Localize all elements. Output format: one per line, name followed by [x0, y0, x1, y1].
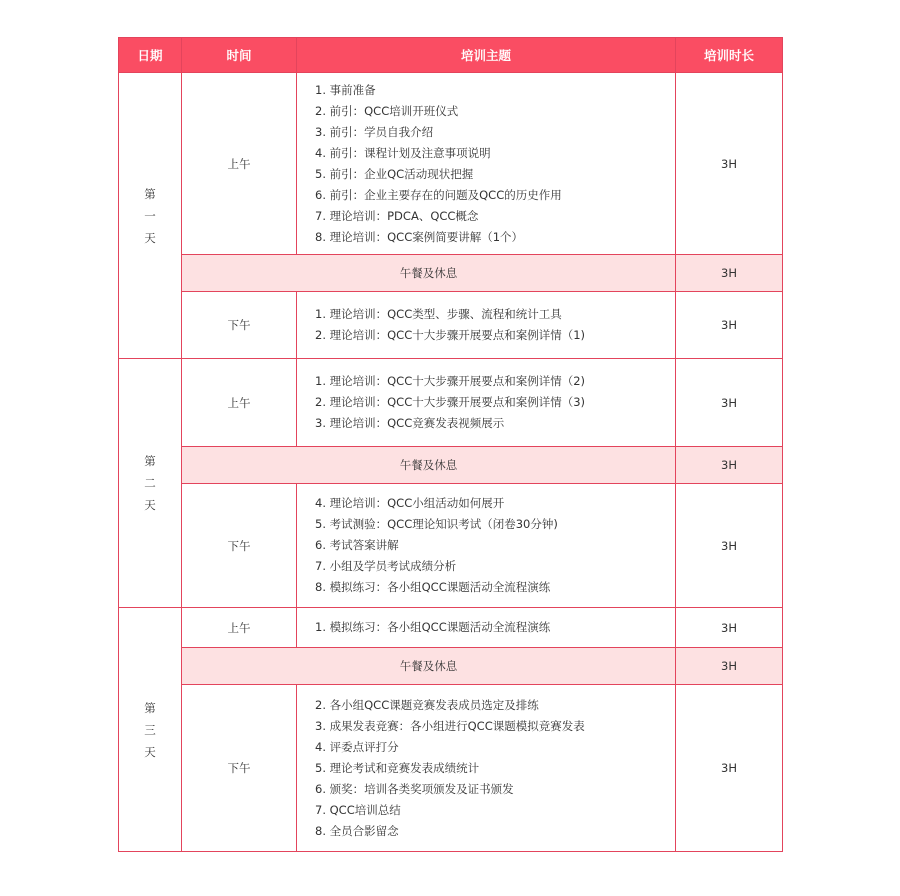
day2-afternoon-time: 下午 — [182, 484, 297, 608]
day3-break-row — [119, 648, 783, 685]
topic-item: 6. 考试答案讲解 — [315, 538, 399, 552]
header-topic: 培训主题 — [297, 38, 676, 73]
day2-morning-topics — [297, 359, 676, 447]
day3-label: 第三天 — [144, 700, 156, 759]
topic-item: 4. 前引：课程计划及注意事项说明 — [315, 145, 491, 160]
topic-item: 8. 模拟练习：各小组QCC课题活动全流程演练 — [315, 580, 551, 594]
day3-morning-topics — [297, 608, 676, 648]
day3-date-cell — [119, 608, 182, 852]
day2-afternoon-duration: 3H — [676, 484, 783, 608]
topic-item: 2. 前引：QCC培训开班仪式 — [315, 103, 459, 118]
day1-label: 第一天 — [144, 186, 156, 245]
topic-item: 8. 理论培训：QCC案例简要讲解（1个） — [315, 229, 524, 244]
day1-afternoon-topics — [297, 292, 676, 359]
day3-break-duration: 3H — [676, 648, 783, 685]
topic-item: 6. 前引：企业主要存在的问题及QCC的历史作用 — [315, 187, 562, 202]
topic-item: 4. 评委点评打分 — [315, 739, 399, 754]
header-time: 时间 — [182, 38, 297, 73]
day2-label: 第二天 — [144, 454, 156, 512]
day2-break-label: 午餐及休息 — [182, 447, 676, 484]
day1-morning-duration: 3H — [676, 73, 783, 255]
topic-item: 1. 模拟练习：各小组QCC课题活动全流程演练 — [315, 620, 551, 634]
topic-item: 8. 全员合影留念 — [315, 823, 399, 838]
topic-item: 2. 理论培训：QCC十大步骤开展要点和案例详情（1) — [315, 328, 586, 342]
day2-afternoon-topics — [297, 484, 676, 608]
day3-afternoon-time: 下午 — [182, 685, 297, 852]
topic-item: 3. 成果发表竞赛：各小组进行QCC课题模拟竞赛发表 — [315, 718, 585, 733]
day2-afternoon-row — [119, 484, 783, 608]
day1-morning-time: 上午 — [182, 73, 297, 255]
topic-item: 6. 颁奖：培训各类奖项颁发及证书颁发 — [315, 781, 514, 796]
topic-item: 2. 各小组QCC课题竞赛发表成员选定及排练 — [315, 697, 539, 712]
day2-break-duration: 3H — [676, 447, 783, 484]
day3-break-label: 午餐及休息 — [182, 648, 676, 685]
topic-item: 5. 理论考试和竞赛发表成绩统计 — [315, 760, 480, 775]
day1-break-row — [119, 255, 783, 292]
day2-break-row — [119, 447, 783, 484]
topic-item: 3. 前引：学员自我介绍 — [315, 124, 434, 139]
topic-item: 2. 理论培训：QCC十大步骤开展要点和案例详情（3) — [315, 395, 586, 409]
day3-afternoon-row — [119, 685, 783, 852]
training-schedule-table — [118, 37, 783, 852]
day1-morning-row — [119, 73, 783, 255]
topic-item: 1. 理论培训：QCC十大步骤开展要点和案例详情（2) — [315, 374, 586, 388]
topic-item: 5. 前引：企业QC活动现状把握 — [315, 166, 474, 181]
day1-break-label: 午餐及休息 — [182, 255, 676, 292]
topic-item: 1. 理论培训：QCC类型、步骤、流程和统计工具 — [315, 307, 562, 321]
day3-afternoon-topics — [297, 685, 676, 852]
day3-morning-time: 上午 — [182, 608, 297, 648]
topic-item: 7. QCC培训总结 — [315, 802, 401, 817]
topic-item: 7. 小组及学员考试成绩分析 — [315, 559, 457, 573]
topic-item: 4. 理论培训：QCC小组活动如何展开 — [315, 496, 505, 510]
day1-break-duration: 3H — [676, 255, 783, 292]
day1-afternoon-time: 下午 — [182, 292, 297, 359]
header-date: 日期 — [119, 38, 182, 73]
day2-date-cell — [119, 359, 182, 608]
header-duration: 培训时长 — [676, 38, 783, 73]
day2-morning-time: 上午 — [182, 359, 297, 447]
day3-afternoon-duration: 3H — [676, 685, 783, 852]
day3-morning-duration: 3H — [676, 608, 783, 648]
day1-morning-topics — [297, 73, 676, 255]
header-row — [119, 38, 783, 73]
day1-date-cell — [119, 73, 182, 359]
day1-afternoon-duration: 3H — [676, 292, 783, 359]
topic-item: 3. 理论培训：QCC竞赛发表视频展示 — [315, 416, 505, 430]
topic-item: 1. 事前准备 — [315, 82, 376, 97]
day2-morning-row — [119, 359, 783, 447]
topic-item: 7. 理论培训：PDCA、QCC概念 — [315, 208, 479, 223]
day2-morning-duration: 3H — [676, 359, 783, 447]
day3-morning-row — [119, 608, 783, 648]
topic-item: 5. 考试测验：QCC理论知识考试（闭卷30分钟) — [315, 517, 558, 531]
day1-afternoon-row — [119, 292, 783, 359]
